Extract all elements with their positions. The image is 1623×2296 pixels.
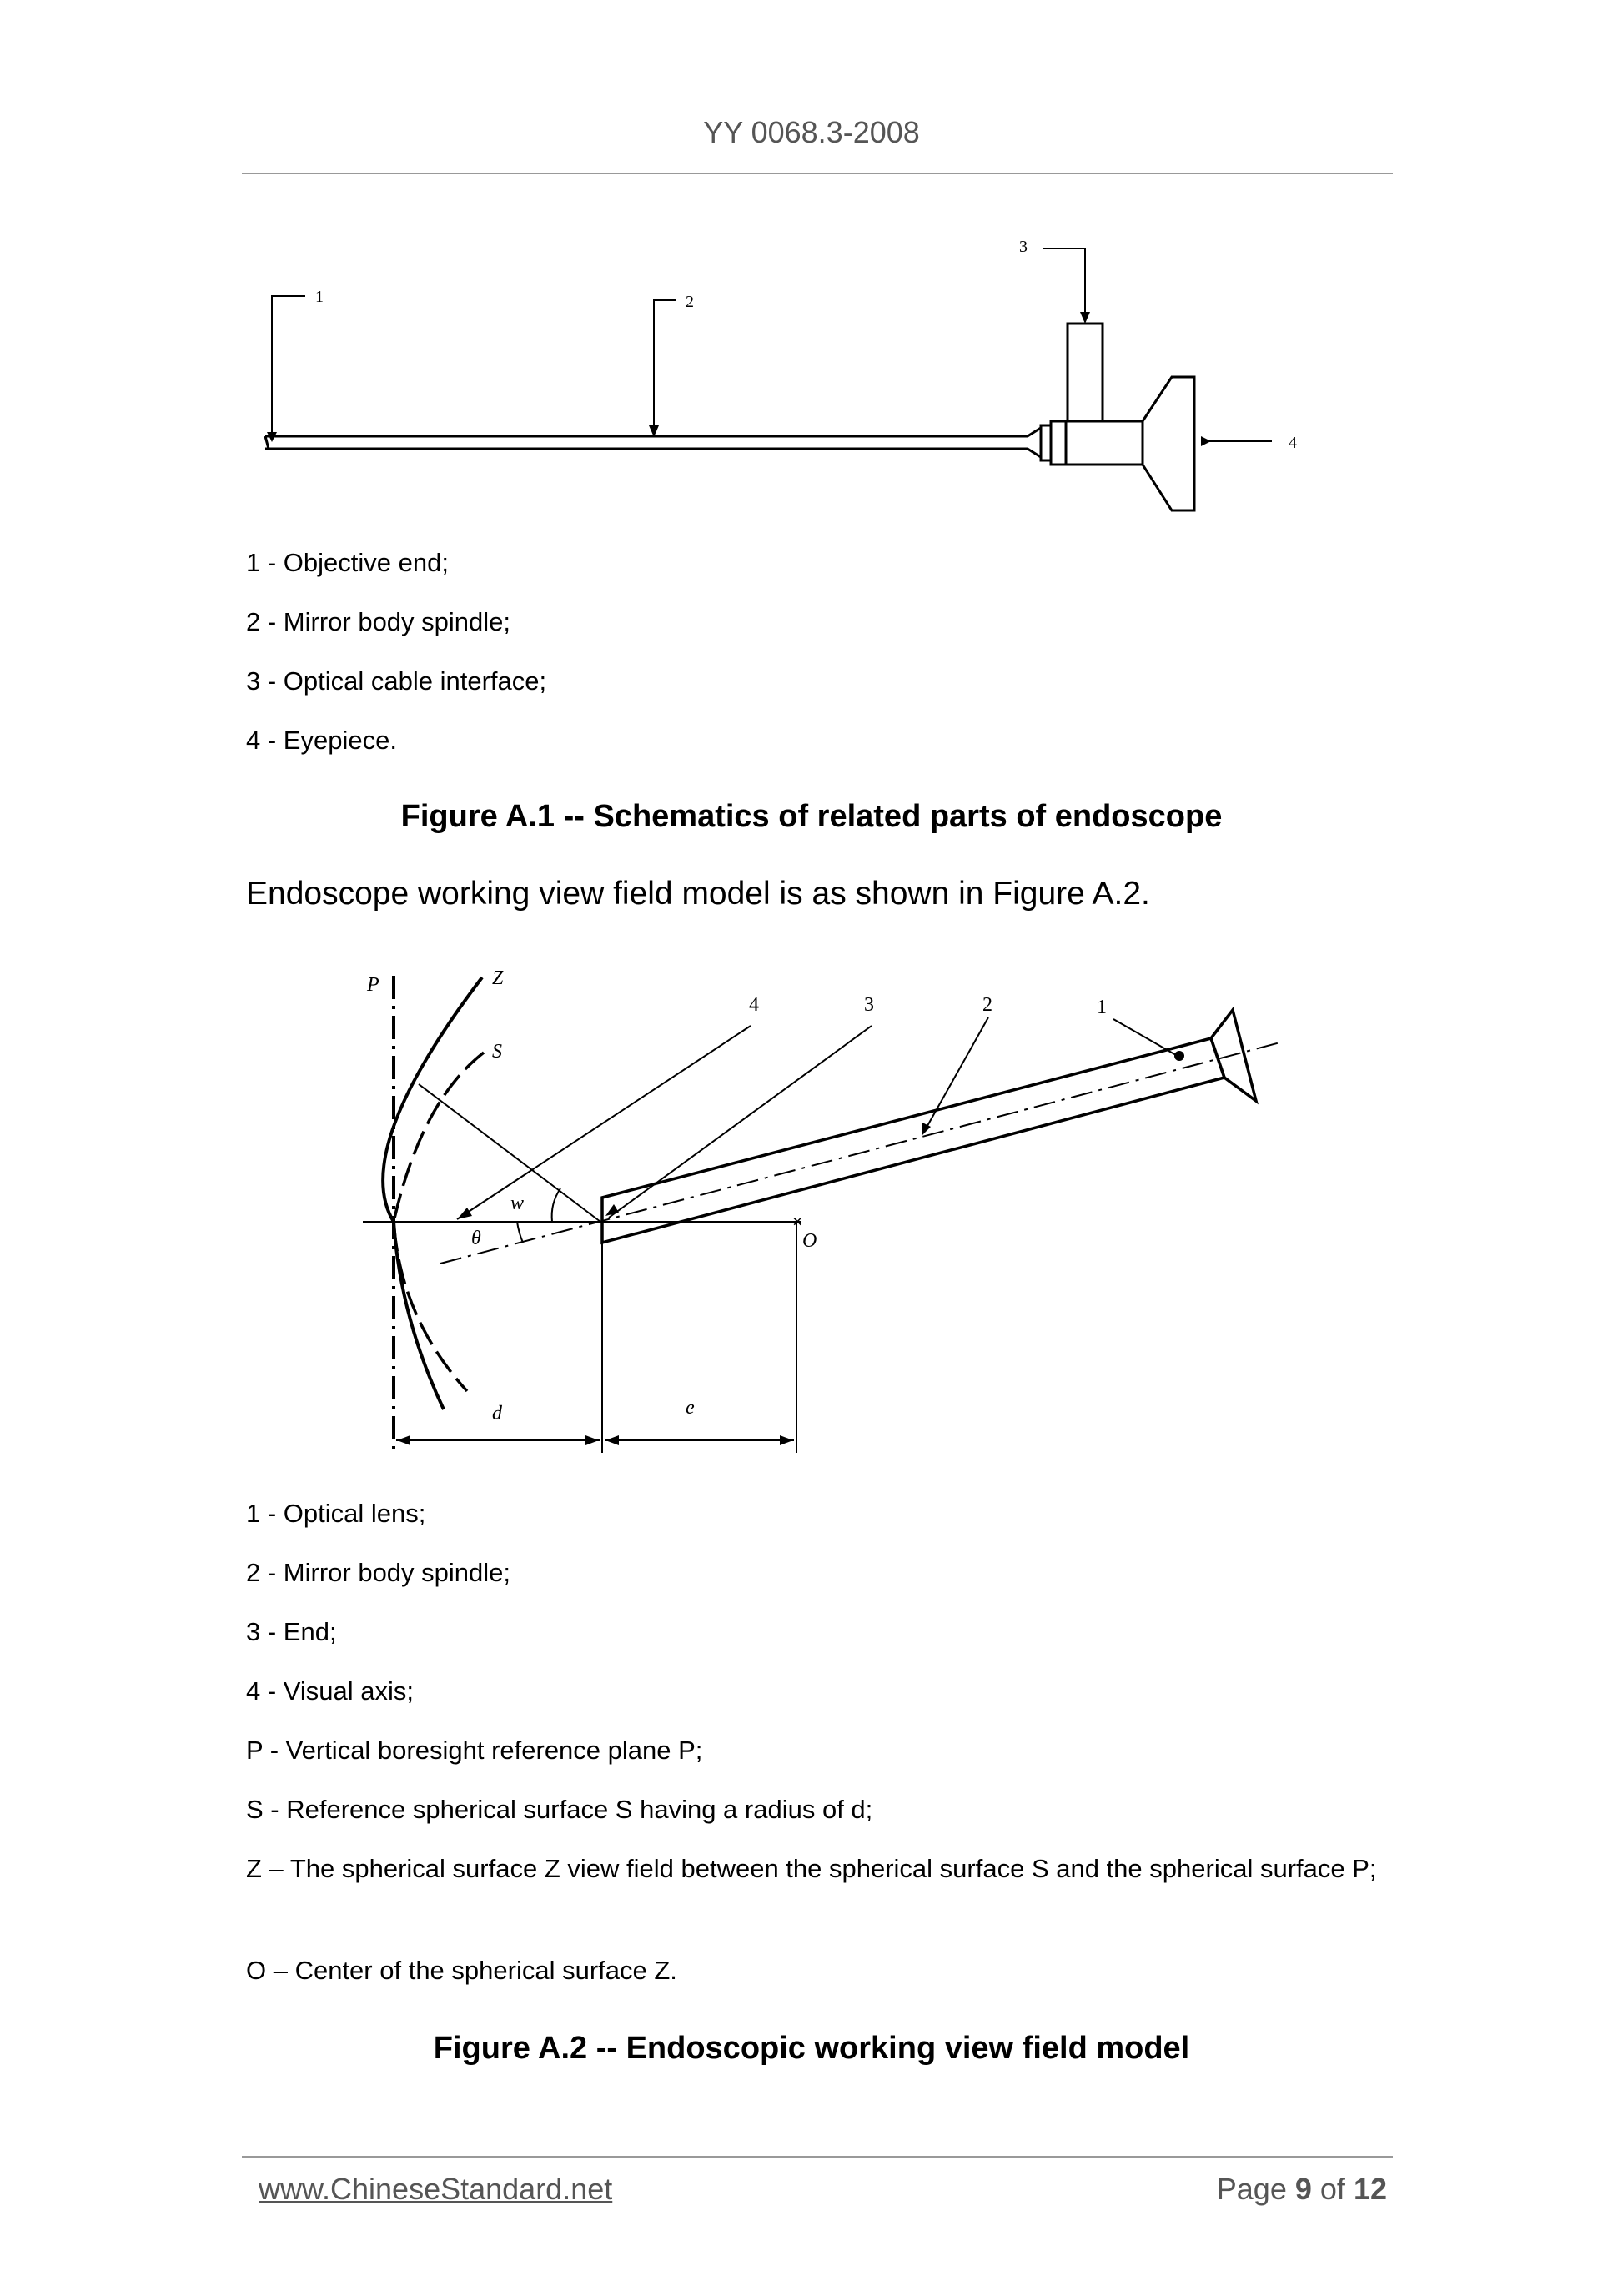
footer-rule: [242, 2156, 1393, 2158]
label-p: P: [367, 974, 379, 996]
a1-callout-2: 2: [686, 293, 694, 311]
a1-legend-item: 2 - Mirror body spindle;: [246, 607, 511, 636]
a2-legend-item: S - Reference spherical surface S having a radius of d;: [246, 1795, 873, 1824]
a2-legend-item: Z – The spherical surface Z view field between the spherical surface S and the spherical surface P;: [246, 1854, 1377, 1883]
label-d: d: [492, 1403, 502, 1424]
label-w: w: [510, 1193, 525, 1214]
intro-paragraph: Endoscope working view field model is as shown in Figure A.2.: [246, 876, 1150, 912]
label-z: Z: [492, 967, 504, 989]
label-o: O: [802, 1230, 817, 1252]
a1-legend-item: 1 - Objective end;: [246, 548, 449, 577]
figure-a1-caption: Figure A.1 -- Schematics of related parts of endoscope: [400, 799, 1223, 834]
label-e: e: [686, 1397, 695, 1419]
label-s: S: [492, 1041, 502, 1063]
a2-callout-4: 4: [749, 994, 759, 1016]
a2-callout-1: 1: [1097, 997, 1107, 1018]
a2-legend-item: 1 - Optical lens;: [246, 1499, 426, 1528]
page-current: 9: [1294, 2172, 1312, 2206]
page-prefix: Page: [1216, 2172, 1287, 2206]
header-rule: [242, 173, 1393, 174]
figure-a2-caption: Figure A.2 -- Endoscopic working view field model: [433, 2031, 1190, 2066]
svg-text:×: ×: [792, 1211, 803, 1232]
a2-callout-2: 2: [982, 994, 992, 1016]
page-indicator: [1217, 2172, 1387, 2207]
a1-callout-3: 3: [1019, 238, 1028, 256]
figure-a2-drawing: [334, 959, 1301, 1459]
a2-legend-item: O – Center of the spherical surface Z.: [246, 1956, 677, 1985]
figure-a1-drawing: [250, 225, 1334, 525]
a1-legend-item: 4 - Eyepiece.: [246, 726, 397, 755]
website-link[interactable]: www.ChineseStandard.net: [259, 2172, 613, 2206]
a2-legend-item: 4 - Visual axis;: [246, 1676, 415, 1706]
a1-callout-4: 4: [1289, 434, 1297, 452]
a1-callout-1: 1: [315, 288, 324, 306]
a2-legend-item: P - Vertical boresight reference plane P;: [246, 1736, 703, 1765]
a2-legend-item: 3 - End;: [246, 1617, 337, 1646]
page-total: 12: [1353, 2172, 1387, 2206]
a1-legend-item: 3 - Optical cable interface;: [246, 666, 547, 696]
a2-legend-item: 2 - Mirror body spindle;: [246, 1558, 511, 1587]
label-theta: θ: [471, 1228, 481, 1249]
document-id: YY 0068.3-2008: [703, 115, 920, 149]
a2-callout-3: 3: [864, 994, 874, 1016]
page-of: of: [1319, 2172, 1345, 2206]
